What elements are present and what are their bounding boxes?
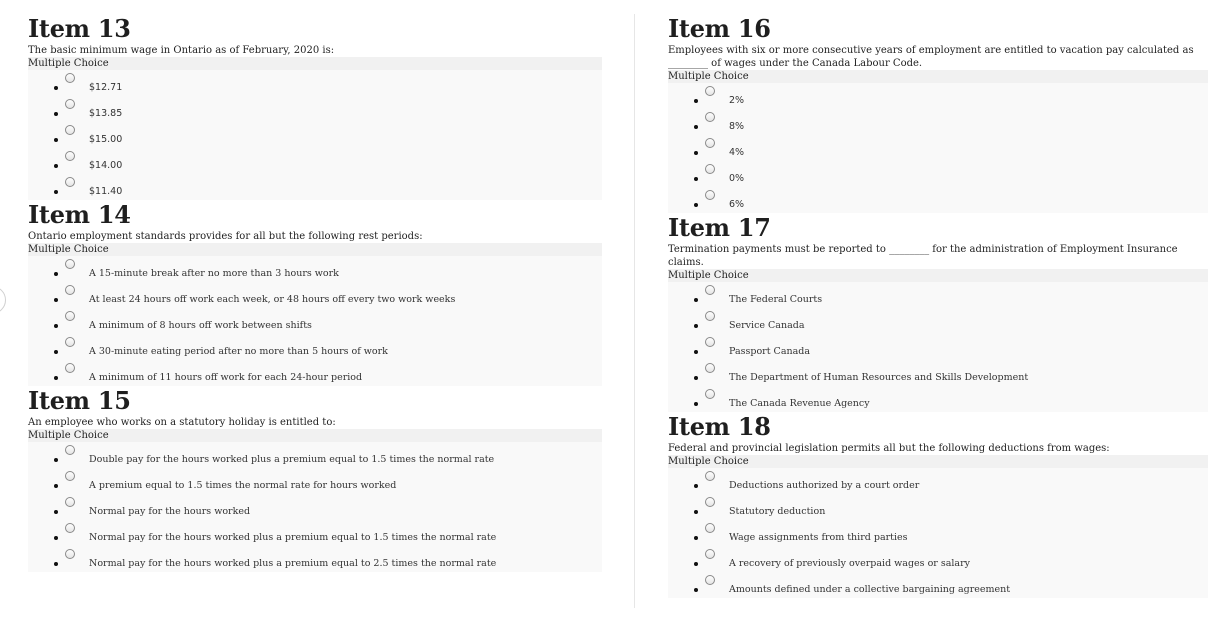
bullet-icon [54, 272, 58, 276]
radio-button[interactable] [705, 389, 715, 399]
radio-button[interactable] [705, 523, 715, 533]
option-item[interactable] [668, 334, 1208, 360]
option-item[interactable] [28, 70, 602, 96]
option-label[interactable]: Amounts defined under a collective bargaining agreement [729, 584, 1011, 595]
bullet-icon [54, 298, 58, 302]
radio-button[interactable] [65, 125, 75, 135]
option-item[interactable] [28, 334, 602, 360]
item-14 [28, 200, 602, 386]
option-item[interactable] [668, 83, 1208, 109]
option-item[interactable] [28, 308, 602, 334]
item-title: Item 13 [28, 14, 131, 43]
bullet-icon [54, 86, 58, 90]
bullet-icon [54, 350, 58, 354]
question-text: Ontario employment standards provides for all but the following rest periods: [28, 231, 423, 242]
option-item[interactable] [28, 174, 602, 200]
radio-button[interactable] [705, 471, 715, 481]
column-divider [634, 14, 635, 608]
question-type: Multiple Choice [28, 57, 602, 70]
option-item[interactable] [668, 308, 1208, 334]
radio-button[interactable] [705, 190, 715, 200]
question-type: Multiple Choice [668, 70, 1208, 83]
radio-button[interactable] [705, 337, 715, 347]
option-label[interactable]: $15.00 [89, 134, 123, 145]
item-17 [668, 213, 1208, 412]
option-label[interactable]: $12.71 [89, 82, 123, 93]
option-item[interactable] [668, 386, 1208, 412]
radio-button[interactable] [705, 285, 715, 295]
option-item[interactable] [668, 161, 1208, 187]
question-text: Termination payments must be reported to ________ for the administration of Employment Insurance claims. [668, 244, 1178, 268]
right-column [668, 14, 1208, 598]
bullet-icon [54, 376, 58, 380]
radio-button[interactable] [705, 549, 715, 559]
bullet-icon [54, 190, 58, 194]
option-label[interactable]: The Federal Courts [729, 294, 823, 305]
option-item[interactable] [668, 109, 1208, 135]
bullet-icon [54, 324, 58, 328]
question-type: Multiple Choice [668, 455, 1208, 468]
option-item[interactable] [28, 96, 602, 122]
bullet-icon [54, 562, 58, 566]
item-title: Item 16 [668, 14, 771, 43]
item-title: Item 15 [28, 386, 131, 415]
option-label[interactable]: Normal pay for the hours worked plus a premium equal to 2.5 times the normal rate [89, 558, 497, 569]
option-list [28, 442, 602, 572]
option-item[interactable] [668, 494, 1208, 520]
bullet-icon [694, 125, 698, 129]
bullet-icon [694, 99, 698, 103]
question-text: An employee who works on a statutory holiday is entitled to: [28, 417, 336, 428]
radio-button[interactable] [705, 497, 715, 507]
option-item[interactable] [668, 520, 1208, 546]
option-label[interactable]: A minimum of 11 hours off work for each 24-hour period [89, 372, 363, 383]
radio-button[interactable] [65, 99, 75, 109]
option-label[interactable]: Double pay for the hours worked plus a premium equal to 1.5 times the normal rate [89, 454, 495, 465]
option-label[interactable]: A 30-minute eating period after no more than 5 hours of work [89, 346, 388, 357]
option-item[interactable] [668, 360, 1208, 386]
bullet-icon [54, 484, 58, 488]
option-item[interactable] [28, 546, 602, 572]
item-16 [668, 14, 1208, 213]
option-label[interactable]: Service Canada [729, 320, 805, 331]
option-label[interactable]: 2% [729, 95, 745, 106]
option-label[interactable]: $14.00 [89, 160, 123, 171]
option-list [668, 83, 1208, 213]
page-edge-marker [0, 286, 6, 314]
radio-button[interactable] [65, 177, 75, 187]
option-label[interactable]: Wage assignments from third parties [729, 532, 908, 543]
item-title: Item 17 [668, 213, 771, 242]
radio-button[interactable] [65, 285, 75, 295]
radio-button[interactable] [65, 259, 75, 269]
option-item[interactable] [28, 468, 602, 494]
option-label[interactable]: $13.85 [89, 108, 123, 119]
option-label[interactable]: Deductions authorized by a court order [729, 480, 920, 491]
bullet-icon [54, 164, 58, 168]
bullet-icon [694, 177, 698, 181]
option-item[interactable] [28, 122, 602, 148]
question-type: Multiple Choice [668, 269, 1208, 282]
radio-button[interactable] [65, 73, 75, 83]
radio-button[interactable] [65, 523, 75, 533]
bullet-icon [694, 298, 698, 302]
bullet-icon [694, 536, 698, 540]
question-text: The basic minimum wage in Ontario as of February, 2020 is: [28, 45, 335, 56]
option-label[interactable]: $11.40 [89, 186, 123, 197]
bullet-icon [694, 510, 698, 514]
option-item[interactable] [28, 256, 602, 282]
option-label[interactable]: 6% [729, 199, 745, 210]
item-18 [668, 412, 1208, 598]
item-title: Item 14 [28, 200, 131, 229]
radio-button[interactable] [705, 112, 715, 122]
radio-button[interactable] [65, 471, 75, 481]
radio-button[interactable] [705, 164, 715, 174]
question-type: Multiple Choice [28, 429, 602, 442]
option-label[interactable]: At least 24 hours off work each week, or 48 hours off every two work weeks [89, 294, 456, 305]
question-text: Employees with six or more consecutive years of employment are entitled to vacation pay calculated as ________ of wages under the Canada Labour Code. [668, 45, 1194, 69]
option-item[interactable] [668, 546, 1208, 572]
option-list [668, 282, 1208, 412]
radio-button[interactable] [705, 138, 715, 148]
option-item[interactable] [668, 468, 1208, 494]
radio-button[interactable] [705, 363, 715, 373]
radio-button[interactable] [65, 445, 75, 455]
bullet-icon [54, 510, 58, 514]
option-label[interactable]: A premium equal to 1.5 times the normal rate for hours worked [89, 480, 397, 491]
option-list [28, 256, 602, 386]
option-label[interactable]: 0% [729, 173, 745, 184]
radio-button[interactable] [65, 337, 75, 347]
bullet-icon [694, 484, 698, 488]
radio-button[interactable] [65, 151, 75, 161]
option-item[interactable] [668, 187, 1208, 213]
option-item[interactable] [28, 442, 602, 468]
option-label[interactable]: A minimum of 8 hours off work between shifts [89, 320, 312, 331]
question-text: Federal and provincial legislation permits all but the following deductions from wages: [668, 443, 1110, 454]
radio-button[interactable] [65, 497, 75, 507]
option-item[interactable] [668, 135, 1208, 161]
bullet-icon [694, 350, 698, 354]
bullet-icon [54, 536, 58, 540]
option-label[interactable]: The Canada Revenue Agency [729, 398, 870, 409]
option-item[interactable] [668, 282, 1208, 308]
bullet-icon [694, 203, 698, 207]
option-item[interactable] [668, 572, 1208, 598]
option-label[interactable]: A recovery of previously overpaid wages or salary [729, 558, 971, 569]
bullet-icon [694, 588, 698, 592]
option-label[interactable]: Statutory deduction [729, 506, 826, 517]
option-list [28, 70, 602, 200]
radio-button[interactable] [65, 311, 75, 321]
radio-button[interactable] [705, 575, 715, 585]
bullet-icon [54, 138, 58, 142]
bullet-icon [694, 562, 698, 566]
option-label[interactable]: Normal pay for the hours worked plus a premium equal to 1.5 times the normal rate [89, 532, 497, 543]
option-label[interactable]: Normal pay for the hours worked [89, 506, 251, 517]
bullet-icon [694, 151, 698, 155]
item-title: Item 18 [668, 412, 771, 441]
radio-button[interactable] [705, 86, 715, 96]
option-item[interactable] [28, 494, 602, 520]
bullet-icon [694, 324, 698, 328]
radio-button[interactable] [65, 549, 75, 559]
bullet-icon [54, 112, 58, 116]
bullet-icon [694, 402, 698, 406]
option-label[interactable]: A 15-minute break after no more than 3 hours work [89, 268, 339, 279]
radio-button[interactable] [65, 363, 75, 373]
option-label[interactable]: 8% [729, 121, 745, 132]
left-column [28, 14, 602, 572]
option-label[interactable]: 4% [729, 147, 745, 158]
item-13 [28, 14, 602, 200]
option-item[interactable] [28, 520, 602, 546]
question-type: Multiple Choice [28, 243, 602, 256]
item-15 [28, 386, 602, 572]
option-item[interactable] [28, 282, 602, 308]
option-item[interactable] [28, 360, 602, 386]
option-list [668, 468, 1208, 598]
option-item[interactable] [28, 148, 602, 174]
radio-button[interactable] [705, 311, 715, 321]
option-label[interactable]: Passport Canada [729, 346, 811, 357]
bullet-icon [694, 376, 698, 380]
option-label[interactable]: The Department of Human Resources and Skills Development [729, 372, 1029, 383]
bullet-icon [54, 458, 58, 462]
